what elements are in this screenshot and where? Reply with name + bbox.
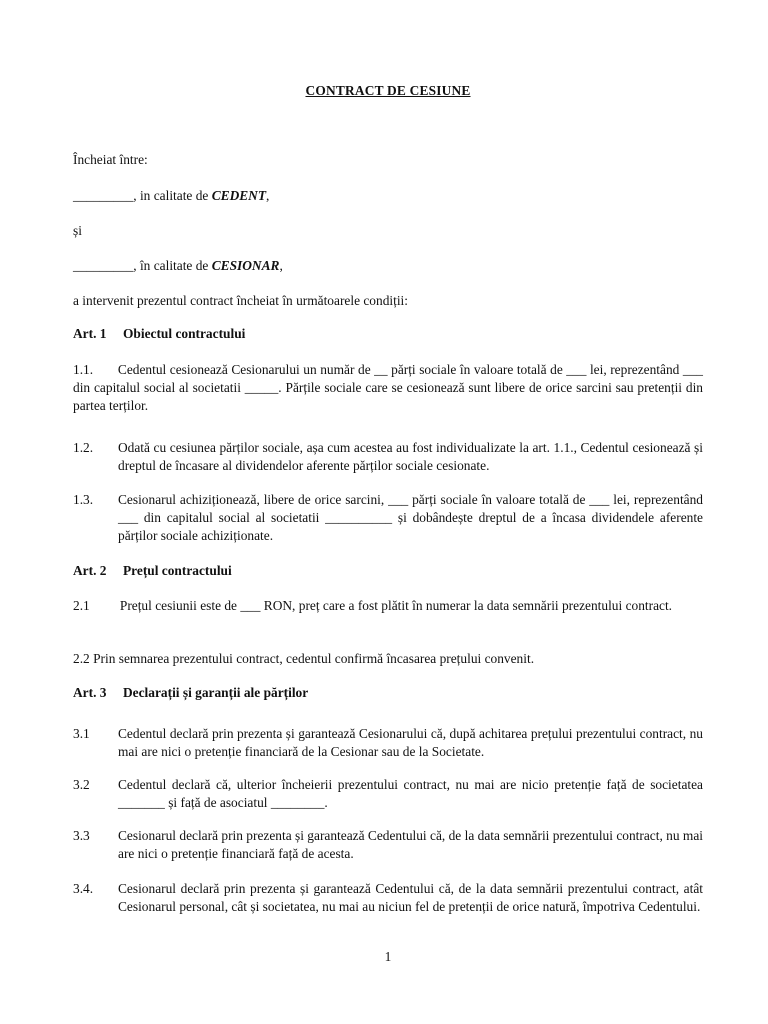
clause-3-3 (73, 827, 703, 863)
art3-number: Art. 3 (73, 685, 107, 700)
clause-1-2 (73, 439, 703, 475)
clause-text: Cesionarul declară prin prezenta și garantează Cedentului că, de la data semnării prezentului contract, atât Cesionarul personal, cât și societatea, nu mai au niciun fel de pretenții de orice natură, împotriva Cedentului. (118, 881, 703, 914)
clause-number: 1.3. (73, 492, 94, 507)
art2-number: Art. 2 (73, 563, 107, 578)
party-cesionar-suffix: , (279, 258, 283, 273)
page-number: 1 (384, 949, 392, 964)
clause-text: Cedentul declară că, ulterior încheierii prezentului contract, nu mai are nicio pretenție față de societatea _______ și față de asociatul ________. (118, 777, 703, 810)
document-title: CONTRACT DE CESIUNE (305, 83, 471, 98)
art1-number: Art. 1 (73, 326, 107, 341)
art2-heading (73, 562, 703, 580)
clause-1-3 (73, 491, 703, 545)
party-cedent-role: CEDENT (211, 188, 267, 203)
art1-heading (73, 325, 703, 343)
party-cedent-prefix: , in calitate de (133, 188, 212, 203)
conditions-line: a intervenit prezentul contract încheiat în următoarele condiții: (73, 293, 408, 308)
clause-3-4 (73, 880, 703, 916)
clause-number: 3.3 (73, 828, 90, 843)
clause-2-1: 2.1 Prețul cesiunii este de ___ RON, preț care a fost plătit în numerar la data semnării prezentului contract. (73, 598, 673, 613)
clause-3-1 (73, 725, 703, 761)
clause-3-2 (73, 776, 703, 812)
clause-1-1: 1.1. Cedentul cesionează Cesionarului un număr de __ părți sociale în valoare totală de ___ lei, reprezentând ___ din capitalul social al societatii _____. Părțile sociale care se cesionează sunt libere de orice sarcini sau pretenții din partea terților. (73, 362, 703, 413)
party-cesionar-prefix: , în calitate de (133, 258, 212, 273)
clause-2-2: 2.2 Prin semnarea prezentului contract, cedentul confirmă încasarea prețului convenit. (73, 651, 535, 666)
party-cesionar-role: CESIONAR (211, 258, 280, 273)
art2-title: Prețul contractului (123, 563, 232, 578)
party-cedent-line (73, 187, 703, 205)
clause-number: 3.4. (73, 881, 94, 896)
art3-heading (73, 684, 703, 702)
party-cesionar-line (73, 257, 703, 275)
clause-text: Odată cu cesiunea părților sociale, așa cum acestea au fost individualizate la art. 1.1., Cedentul cesionează și dreptul de încasare al dividendelor aferente părților sociale cesionate. (118, 440, 703, 473)
party-cesionar-blank: _________ (73, 258, 134, 273)
clause-number: 3.1 (73, 726, 90, 741)
party-cedent-suffix: , (266, 188, 270, 203)
and-line: și (73, 223, 82, 238)
art1-title: Obiectul contractului (123, 326, 246, 341)
party-cedent-blank: _________ (73, 188, 134, 203)
intro-line: Încheiat între: (73, 152, 148, 167)
clause-text: Cesionarul declară prin prezenta și garantează Cedentului că, de la data semnării prezentului contract, nu mai are nici o pretenție financiară față de acesta. (118, 828, 703, 861)
art3-title: Declarații și garanții ale părților (123, 685, 309, 700)
clause-number: 1.2. (73, 440, 94, 455)
clause-text: Cesionarul achiziționează, libere de orice sarcini, ___ părți sociale în valoare totală de ___ lei, reprezentând ___ din capitalul social al societatii __________ și dobândește dreptul de a încasa dividendele aferente părților sociale achiziționate. (118, 492, 703, 543)
clause-text: Cedentul declară prin prezenta și garantează Cesionarului că, după achitarea prețului prezentului contract, nu mai are nici o pretenție financiară de la Cesionar sau de la Societate. (118, 726, 703, 759)
clause-number: 3.2 (73, 777, 90, 792)
